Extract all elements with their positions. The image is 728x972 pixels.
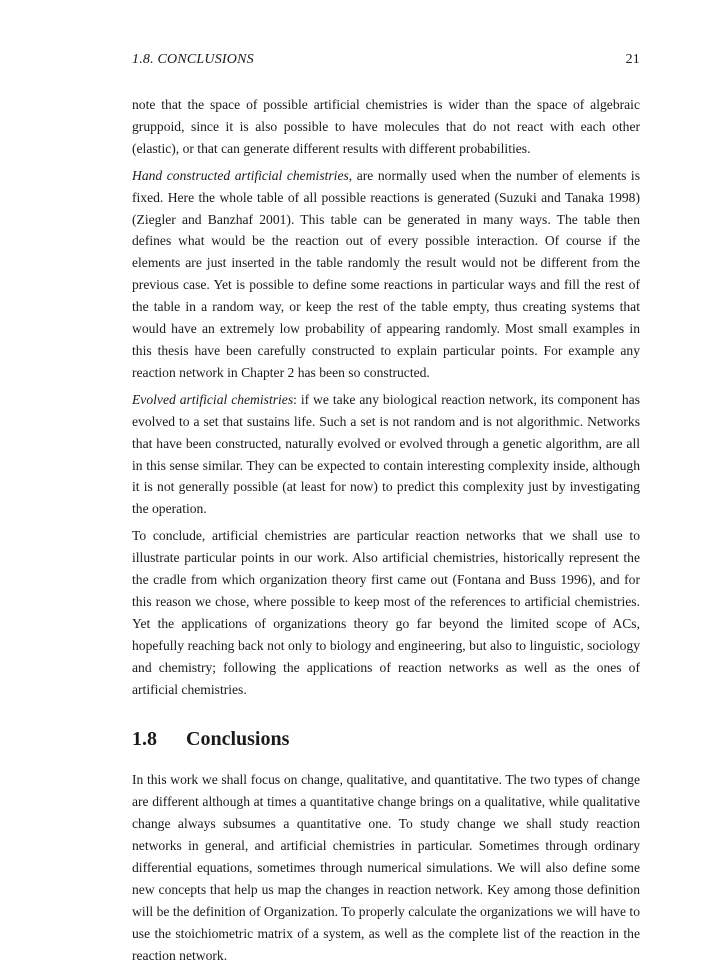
paragraph-algebraic-gruppoid [132, 94, 640, 160]
paragraph-to-conclude [132, 525, 640, 700]
paragraph-text: In this work we shall focus on change, qualitative, and quantitative. The two types of change are different although at times a quantitative change brings on a qualitative, while qualitative change always subsumes a quantitative one. To study change we shall study reaction networks in general, and artificial chemistries in particular. Sometimes through ordinary differential equations, sometimes through numerical simulations. We will also define some new concepts that help us map the changes in reaction network. Key among those definition will be the definition of Organization. To properly calculate the organizations we will have to use the stoichiometric matrix of a system, as well as the complete list of the reaction in the reaction network. [132, 772, 640, 963]
section-heading [132, 728, 640, 751]
paragraph-text: note that the space of possible artificial chemistries is wider than the space of algebraic gruppoid, since it is also possible to have molecules that do not react with each other (elastic), or that can generate different results with different probabilities. [132, 97, 640, 156]
paragraph-text: , are normally used when the number of elements is fixed. Here the whole table of all possible reactions is generated (Suzuki and Tanaka 1998)(Ziegler and Banzhaf 2001). This table can be generated in many ways. The table then defines what would be the reaction out of every possible interaction. Of course if the elements are just inserted in the table randomly the result would not be different from the previous case. Yet is possible to define some reactions in particular ways and fill the rest of the table in a random way, or keep the rest of the table empty, thus creating systems that would have an extremely low probability of appearing randomly. Most small examples in this thesis have been carefully constructed to explain particular points. For example any reaction network in Chapter 2 has been so constructed. [132, 167, 640, 380]
page-number: 21 [625, 52, 640, 67]
paragraph-text: To conclude, artificial chemistries are particular reaction networks that we shall use to illustrate particular points in our work. Also artificial chemistries, historically represent the the cradle from which organization theory first came out (Fontana and Buss 1996), and for this reason we chose, where possible to keep most of the references to artificial chemistries. Yet the applications of organizations theory go far beyond the limited scope of ACs, hopefully reaching back not only to biology and engineering, but also to linguistic, sociology and chemistry; following the applications of reaction networks as well as the ones of artificial chemistries. [132, 528, 640, 697]
running-header-section: 1.8. CONCLUSIONS [132, 52, 254, 67]
document-page [132, 52, 640, 972]
running-header [132, 52, 640, 72]
paragraph-text: : if we take any biological reaction network, its component has evolved to a set that sustains life. Such a set is not random and is not algorithmic. Networks that have been constructed, naturally evolved or evolved through a genetic algorithm, are all in this sense similar. They can be expected to contain interesting complexity inside, although it is not generally possible (at least for now) to predict this complexity just by investigating the operation. [132, 391, 640, 517]
section-number: 1.8 [132, 728, 157, 751]
paragraph-conclusions [132, 769, 640, 966]
header-spacer [132, 72, 640, 94]
paragraph-evolved [132, 389, 640, 520]
paragraph-lead-term: Hand constructed artificial chemistries [132, 167, 349, 183]
paragraph-hand-constructed [132, 165, 640, 384]
paragraph-lead-term: Evolved artificial chemistries [132, 391, 294, 407]
section-title: Conclusions [186, 728, 290, 751]
